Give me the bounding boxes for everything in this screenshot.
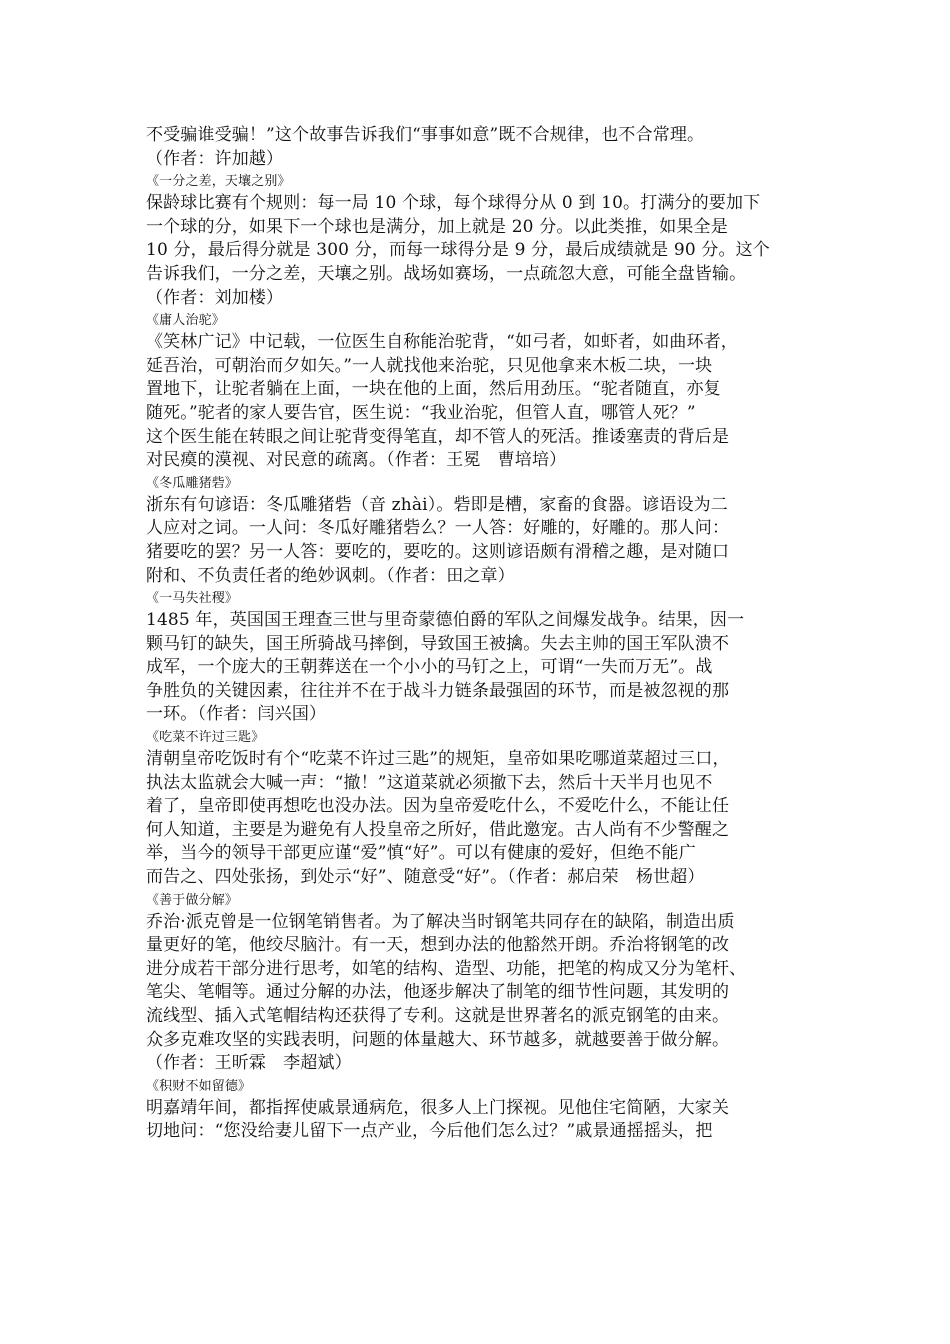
text-line: 举，当今的领导干部更应谨“爱”慎“好”。可以有健康的爱好，但绝不能广 — [146, 843, 696, 864]
text-line: 猪要吃的罢？另一人答：要吃的，要吃的。这则谚语颇有滑稽之趣，是对随口 — [146, 541, 730, 562]
text-line: 随死。”驼者的家人要告官，医生说：“我业治驼，但管人直，哪管人死？” — [146, 402, 696, 423]
text-line: 不受骗谁受骗！”这个故事告诉我们“事事如意”既不合规律，也不合常理。 — [146, 125, 705, 145]
text-line: 众多克难攻坚的实践表明，问题的体量越大、环节越多，就越要善于做分解。 — [146, 1029, 730, 1050]
text-line: 1485 年，英国国王理查三世与里奇蒙德伯爵的军队之间爆发战争。结果，因一 — [146, 610, 745, 631]
text-line: 明嘉靖年间，都指挥使戚景通病危，很多人上门探视。见他住宅简陋，大家关 — [146, 1097, 730, 1118]
section-title: 《庸人治驼》 — [146, 313, 225, 329]
text-line: 保龄球比赛有个规则：每一局 10 个球，每个球得分从 0 到 10。打满分的要加下 — [146, 193, 761, 214]
section-title: 《一分之差，天壤之别》 — [146, 174, 291, 190]
section-title: 《吃菜不许过三匙》 — [146, 730, 265, 746]
section-title: 《一马失社稷》 — [146, 591, 239, 607]
text-line: 置地下，让驼者躺在上面，一块在他的上面，然后用劲压。“驼者随直，亦复 — [146, 379, 721, 400]
text-line: 10 分，最后得分就是 300 分，而每一球得分是 9 分，最后成绩就是 90 分。这个 — [146, 240, 770, 261]
text-line: 笔尖、笔帽等。通过分解的办法，他逐步解决了制笔的细节性问题，其发明的 — [146, 982, 730, 1003]
text-line: 而告之、四处张扬，到处示“好”、随意受“好”。（作者：郝启荣 杨世超） — [146, 867, 705, 888]
text-line: 进分成若干部分进行思考，如笔的结构、造型、功能，把笔的构成又分为笔杆、 — [146, 958, 747, 979]
text-line: 一环。（作者：闫兴国） — [146, 704, 327, 725]
text-line: 一个球的分，如果下一个球也是满分，加上就是 20 分。以此类推，如果全是 — [146, 216, 728, 237]
text-line: 执法太监就会大喊一声：“撤！”这道菜就必须撤下去，然后十天半月也见不 — [146, 772, 713, 793]
section-title: 《积财不如留德》 — [146, 1078, 252, 1094]
text-line: 颗马钉的缺失，国王所骑战马摔倒，导致国王被擒。失去主帅的国王军队溃不 — [146, 633, 730, 654]
section-title: 《冬瓜雕猪砦》 — [146, 475, 239, 491]
text-line: 着了，皇帝即使再想吃也没办法。因为皇帝爱吃什么，不爱吃什么，不能让任 — [146, 796, 730, 817]
text-line: 延吾治，可朝治而夕如矢。”一人就找他来治驼，只见他拿来木板二块，一块 — [146, 355, 713, 376]
text-line: 人应对之词。一人问：冬瓜好雕猪砦么？一人答：好雕的，好雕的。那人问： — [146, 518, 730, 539]
text-line: 浙东有句谚语：冬瓜雕猪砦（音 zhài）。砦即是槽，家畜的食器。谚语设为二 — [146, 494, 728, 515]
text-line: 切地问：“您没给妻儿留下一点产业，今后他们怎么过？”戚景通摇摇头，把 — [146, 1121, 713, 1142]
document-page — [146, 124, 808, 1144]
text-line: 流线型、插入式笔帽结构还获得了专利。这就是世界著名的派克钢笔的由来。 — [146, 1006, 730, 1026]
author-line: （作者：王昕霖 李超斌） — [146, 1053, 352, 1074]
text-line: 附和、不负责任者的绝妙讽刺。（作者：田之章） — [146, 565, 515, 586]
text-line: 清朝皇帝吃饭时有个“吃菜不许过三匙”的规矩，皇帝如果吃哪道菜超过三口， — [146, 749, 730, 770]
text-line: 《笑林广记》中记载，一位医生自称能治驼背，“如弓者，如虾者，如曲环者， — [146, 332, 738, 353]
text-line: 对民瘼的漠视、对民意的疏离。（作者：王冕 曹培培） — [146, 450, 567, 471]
text-line: 量更好的笔，他绞尽脑汁。有一天，想到办法的他豁然开朗。乔治将钢笔的改 — [146, 935, 730, 956]
author-line: （作者：许加越） — [146, 148, 284, 169]
text-line: 这个医生能在转眼之间让驼背变得笔直，却不管人的死活。推诿塞责的背后是 — [146, 426, 730, 447]
section-title: 《善于做分解》 — [146, 892, 239, 908]
text-line: 成军，一个庞大的王朝葬送在一个小小的马钉之上，可谓“一失而万无”。战 — [146, 657, 713, 678]
text-line: 何人知道，主要是为避免有人投皇帝之所好，借此邀宠。古人尚有不少警醒之 — [146, 819, 730, 840]
text-line: 告诉我们，一分之差，天壤之别。战场如赛场，一点疏忽大意，可能全盘皆输。 — [146, 263, 747, 284]
text-line: 乔治·派克曾是一位钢笔销售者。为了解决当时钢笔共同存在的缺陷，制造出质 — [146, 911, 735, 932]
text-line: 争胜负的关键因素，往往并不在于战斗力链条最强固的环节，而是被忽视的那 — [146, 680, 730, 701]
author-line: （作者：刘加楼） — [146, 287, 284, 308]
